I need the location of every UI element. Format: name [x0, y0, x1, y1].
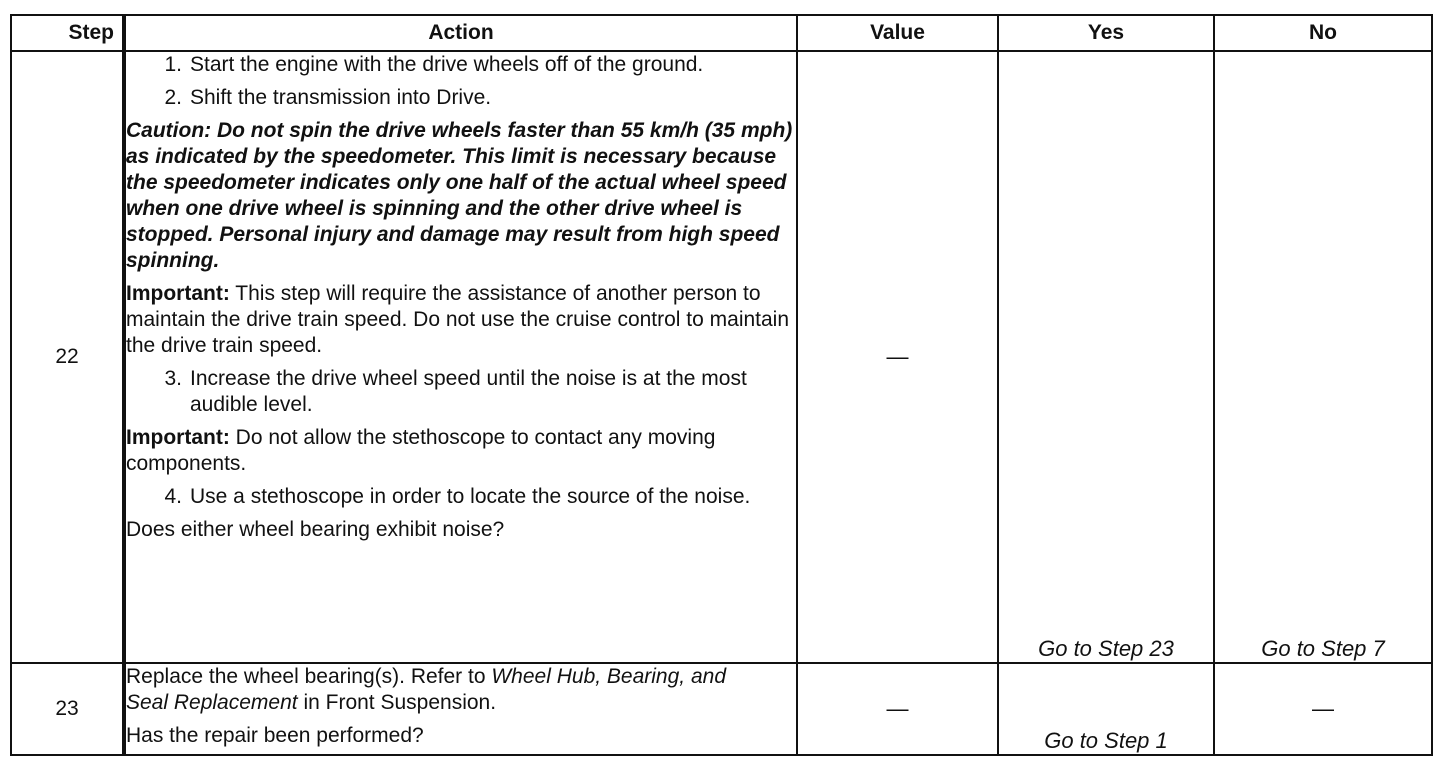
- important-note: [126, 425, 796, 477]
- no-cell: Go to Step 7: [1214, 51, 1432, 663]
- header-row: [11, 15, 1432, 51]
- list-text: Increase the drive wheel speed until the noise is at the most audible level.: [190, 367, 747, 416]
- yes-cell: Go to Step 1: [998, 663, 1214, 755]
- list-text: Shift the transmission into Drive.: [190, 86, 492, 109]
- table-row: [11, 663, 1432, 755]
- list-item: [126, 366, 796, 418]
- important-text: This step will require the assistance of another person to maintain the drive train speed. Do not use the cruise control to maintain the drive train speed.: [126, 282, 790, 357]
- action-cell: [124, 51, 797, 663]
- instruction-text: [126, 664, 796, 716]
- step-number: 22: [11, 51, 124, 663]
- important-text: Do not allow the stethoscope to contact any moving components.: [126, 426, 716, 475]
- list-number: 3.: [164, 367, 182, 390]
- action-cell: [124, 663, 797, 755]
- header-yes: Yes: [998, 15, 1214, 51]
- instruction-part: Replace the wheel bearing(s). Refer to: [126, 665, 492, 688]
- list-text: Start the engine with the drive wheels off of the ground.: [190, 53, 704, 76]
- list-item: [126, 85, 796, 111]
- list-number: 4.: [164, 485, 182, 508]
- step-number: 23: [11, 663, 124, 755]
- value-cell: —: [797, 51, 998, 663]
- question-text: Does either wheel bearing exhibit noise?: [126, 518, 505, 541]
- header-action: Action: [124, 15, 797, 51]
- list-item: [126, 52, 796, 78]
- diagnostic-table: [10, 14, 1433, 756]
- caution-note: Caution: Do not spin the drive wheels faster than 55 km/h (35 mph) as indicated by the speedometer. This limit is necessary because the speedometer indicates only one half of the actual wheel speed when one drive wheel is spinning and the other drive wheel is stopped. Personal injury and damage may result from high speed spinning.: [126, 119, 793, 272]
- value-cell: —: [797, 663, 998, 755]
- header-step: Step: [11, 15, 124, 51]
- reference-link: Wheel Hub, Bearing, and Seal Replacement: [126, 665, 726, 714]
- header-value: Value: [797, 15, 998, 51]
- no-cell: —: [1214, 663, 1432, 755]
- table-row: [11, 51, 1432, 663]
- list-number: 1.: [164, 53, 182, 76]
- important-label: Important:: [126, 282, 230, 305]
- important-label: Important:: [126, 426, 230, 449]
- list-number: 2.: [164, 86, 182, 109]
- instruction-part: in Front Suspension.: [297, 691, 497, 714]
- list-item: [126, 484, 796, 510]
- list-text: Use a stethoscope in order to locate the source of the noise.: [190, 485, 751, 508]
- question-text: Has the repair been performed?: [126, 724, 424, 747]
- header-no: No: [1214, 15, 1432, 51]
- important-note: [126, 281, 796, 359]
- yes-cell: Go to Step 23: [998, 51, 1214, 663]
